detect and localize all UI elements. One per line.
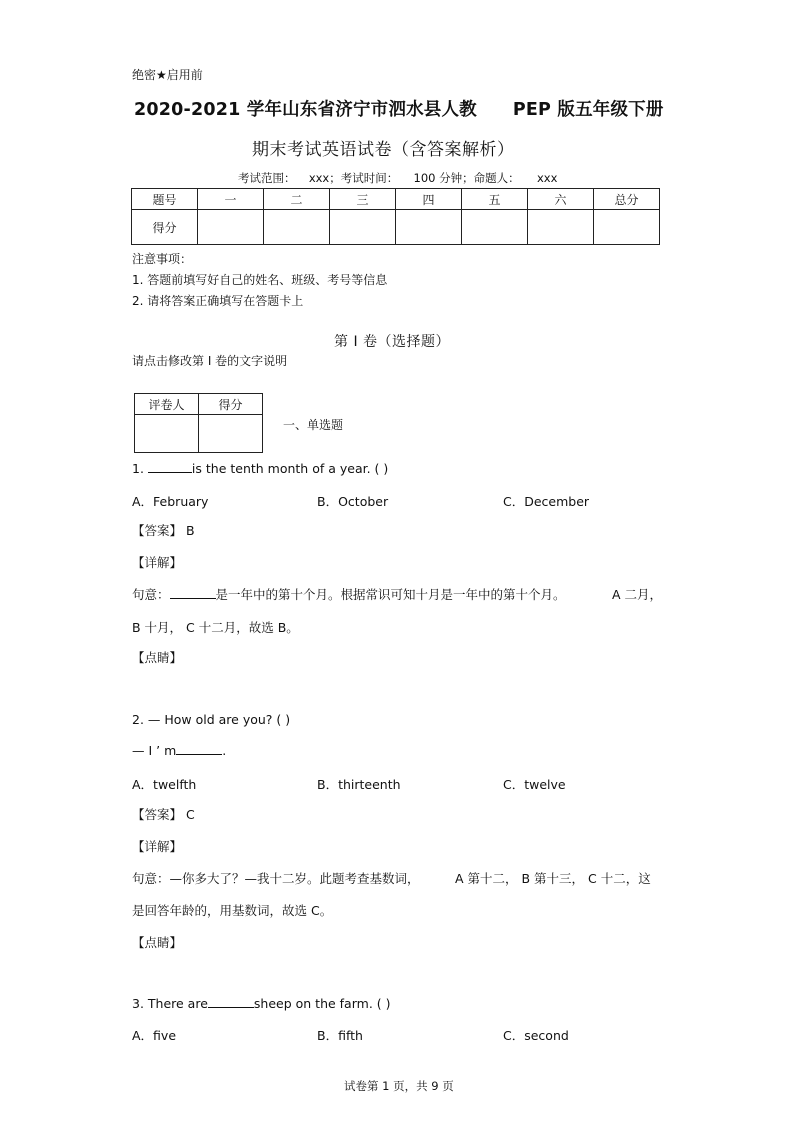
- answer-blank: [176, 753, 222, 755]
- detail-text: 句意：—你多大了？—我十二岁。此题考查基数词，: [132, 871, 420, 886]
- answer-line: 【答案】 C: [132, 807, 195, 822]
- grader-score-label: 得分: [199, 394, 263, 415]
- score-cell[interactable]: [594, 210, 660, 245]
- answer-line: 【答案】 B: [132, 523, 195, 538]
- score-header-cell: 三: [330, 189, 396, 210]
- detail-label: 【详解】: [132, 555, 183, 570]
- score-header-cell: 二: [264, 189, 330, 210]
- option-b: B．thirteenth: [317, 777, 401, 792]
- page-footer: 试卷第 1 页，共 9 页: [344, 1079, 454, 1093]
- score-row-label: 得分: [132, 210, 198, 245]
- score-cell[interactable]: [330, 210, 396, 245]
- score-table-score-row: [132, 210, 660, 245]
- score-cell[interactable]: [528, 210, 594, 245]
- grader-table: [134, 393, 263, 453]
- question-2-sub: [132, 743, 226, 758]
- score-cell[interactable]: [264, 210, 330, 245]
- question-2-stem: 2. — How old are you? ( ): [132, 712, 291, 727]
- option-c: C．twelve: [503, 777, 566, 792]
- section-description[interactable]: 请点击修改第 I 卷的文字说明: [132, 354, 288, 368]
- exam-range-value: xxx；考试时间：: [308, 171, 399, 185]
- option-a: A．February: [132, 494, 209, 509]
- answer-blank: [170, 597, 216, 599]
- grader-cell[interactable]: [135, 415, 199, 453]
- question-type-heading: 一、单选题: [283, 418, 344, 432]
- response-prefix: — I ’ m: [132, 743, 177, 758]
- score-header-cell: 五: [462, 189, 528, 210]
- question-text-prefix: 3. There are: [132, 996, 208, 1011]
- score-header-cell: 题号: [132, 189, 198, 210]
- question-number: 1.: [132, 461, 148, 476]
- exam-info: [238, 170, 557, 186]
- confidential-mark: 绝密★启用前: [132, 68, 203, 82]
- question-1-stem: [132, 461, 388, 476]
- detail-text-line2: 是回答年龄的，用基数词，故选 C。: [132, 903, 333, 918]
- score-table-header-row: [132, 189, 660, 210]
- answer-blank: [208, 1006, 254, 1008]
- exam-author-value: xxx: [536, 171, 558, 185]
- section-title: 第 I 卷（选择题）: [334, 334, 451, 350]
- exam-title-part1: 2020-2021 学年山东省济宁市泗水县人教: [134, 100, 477, 120]
- option-b: B．fifth: [317, 1028, 363, 1043]
- grader-label: 评卷人: [135, 394, 199, 415]
- point-label: 【点睛】: [132, 935, 183, 950]
- detail-tail: A 第十二， B 第十三， C 十二，这: [455, 871, 651, 886]
- grader-score-cell[interactable]: [199, 415, 263, 453]
- option-c: C．December: [503, 494, 590, 509]
- score-cell[interactable]: [198, 210, 264, 245]
- question-text: sheep on the farm. ( ): [253, 996, 391, 1011]
- detail-text: [132, 585, 566, 603]
- score-table: [131, 188, 660, 245]
- option-b: B．October: [317, 494, 389, 509]
- response-suffix: .: [222, 743, 227, 758]
- exam-title-part2: PEP 版五年级下册: [512, 100, 664, 120]
- score-cell[interactable]: [396, 210, 462, 245]
- score-header-cell: 一: [198, 189, 264, 210]
- exam-title-line1: [134, 96, 664, 121]
- detail-label: 【详解】: [132, 839, 183, 854]
- notes-title: 注意事项：: [132, 252, 193, 266]
- detail-tail: A 二月，: [612, 587, 663, 602]
- answer-blank: [148, 471, 192, 473]
- score-header-cell: 六: [528, 189, 594, 210]
- note-item: 2. 请将答案正确填写在答题卡上: [132, 294, 304, 308]
- detail-prefix: 句意：: [132, 587, 170, 602]
- exam-title-line2: 期末考试英语试卷（含答案解析）: [252, 140, 515, 160]
- score-cell[interactable]: [462, 210, 528, 245]
- point-label: 【点睛】: [132, 650, 183, 665]
- question-3-stem: [132, 996, 391, 1011]
- option-a: A．twelfth: [132, 777, 197, 792]
- score-header-cell: 四: [396, 189, 462, 210]
- option-c: C．second: [503, 1028, 569, 1043]
- exam-time-value: 100 分钟；命题人：: [413, 171, 520, 185]
- option-a: A．five: [132, 1028, 177, 1043]
- detail-text-line2: B 十月， C 十二月，故选 B。: [132, 620, 299, 635]
- note-item: 1. 答题前填写好自己的姓名、班级、考号等信息: [132, 273, 388, 287]
- question-text: is the tenth month of a year. ( ): [191, 461, 389, 476]
- detail-body: 是一年中的第十个月。根据常识可知十月是一年中的第十个月。: [215, 587, 566, 602]
- score-header-cell: 总分: [594, 189, 660, 210]
- exam-range-label: 考试范围：: [238, 171, 296, 185]
